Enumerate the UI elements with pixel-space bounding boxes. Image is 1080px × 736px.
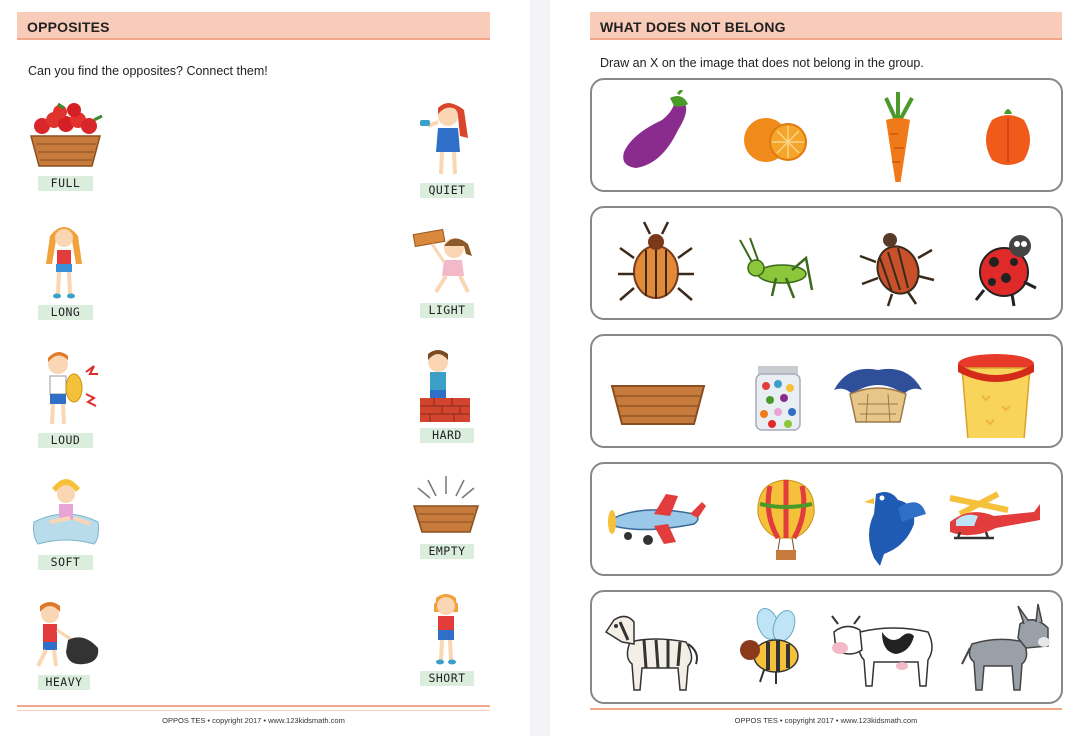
girl-on-pillow-icon: [30, 478, 102, 550]
carrot-icon[interactable]: [852, 90, 942, 182]
opposites-title-banner: [17, 12, 490, 40]
group-row-3[interactable]: [590, 334, 1063, 448]
girl-long-hair-icon: [42, 222, 87, 302]
label-loud: LOUD: [38, 433, 93, 448]
donkey-icon[interactable]: [958, 602, 1052, 694]
hot-air-balloon-icon[interactable]: [740, 474, 830, 566]
label-full: FULL: [38, 176, 93, 191]
footer-divider: [17, 705, 490, 707]
label-heavy: HEAVY: [38, 675, 90, 690]
pepper-icon[interactable]: [962, 90, 1052, 182]
what-does-not-belong-page: [550, 0, 1080, 736]
label-empty: EMPTY: [420, 544, 474, 559]
girl-short-hair-icon: [420, 590, 470, 666]
blue-bird-icon[interactable]: [840, 474, 930, 566]
page-title-right: WHAT DOES NOT BELONG: [600, 19, 786, 35]
label-soft: SOFT: [38, 555, 93, 570]
grasshopper-icon[interactable]: [732, 218, 822, 310]
ladybug-icon[interactable]: [962, 218, 1052, 310]
boy-cymbal-icon: [38, 350, 100, 430]
boy-dragging-bag-icon: [28, 600, 103, 672]
group-row-4[interactable]: [590, 462, 1063, 576]
group-row-2[interactable]: [590, 206, 1063, 320]
candy-jar-icon[interactable]: [732, 346, 822, 438]
empty-basket-icon: [410, 474, 482, 538]
label-short: SHORT: [420, 671, 474, 686]
not-belong-title-banner: [590, 12, 1062, 40]
footer-text-right: OPPOS TES • copyright 2017 • www.123kidsmath.com: [734, 716, 918, 725]
label-light: LIGHT: [420, 303, 474, 318]
zebra-icon[interactable]: [600, 602, 704, 694]
girl-shushing-icon: [414, 100, 474, 180]
group-row-5[interactable]: [590, 590, 1063, 704]
striped-beetle-icon[interactable]: [852, 218, 942, 310]
opposites-worksheet-page: [0, 0, 530, 736]
bread-basket-icon[interactable]: [828, 346, 928, 438]
helicopter-icon[interactable]: [930, 474, 1048, 566]
label-hard: HARD: [420, 428, 474, 443]
footer-divider-right: [590, 708, 1062, 710]
orange-icon[interactable]: [732, 90, 822, 182]
group-row-1[interactable]: [590, 78, 1063, 192]
label-quiet: QUIET: [420, 183, 474, 198]
page-title: OPPOSITES: [27, 19, 110, 35]
instruction-text-right: Draw an X on the image that does not belong in the group.: [600, 56, 924, 70]
beetle-icon[interactable]: [612, 218, 702, 310]
footer-divider-thin: [17, 710, 490, 711]
footer-text: OPPOS TES • copyright 2017 • www.123kidsmath.com: [162, 716, 345, 725]
label-long: LONG: [38, 305, 93, 320]
boy-on-bricks-icon: [414, 350, 474, 424]
instruction-text: Can you find the opposites? Connect them!: [28, 64, 268, 78]
cow-icon[interactable]: [830, 602, 942, 694]
eggplant-icon[interactable]: [612, 90, 702, 182]
basket-of-apples-icon: [28, 100, 103, 170]
girl-carrying-box-icon: [412, 226, 478, 300]
bee-icon[interactable]: [724, 602, 814, 694]
bucket-icon[interactable]: [952, 346, 1042, 438]
airplane-icon[interactable]: [604, 474, 712, 566]
basket-icon[interactable]: [608, 346, 708, 438]
